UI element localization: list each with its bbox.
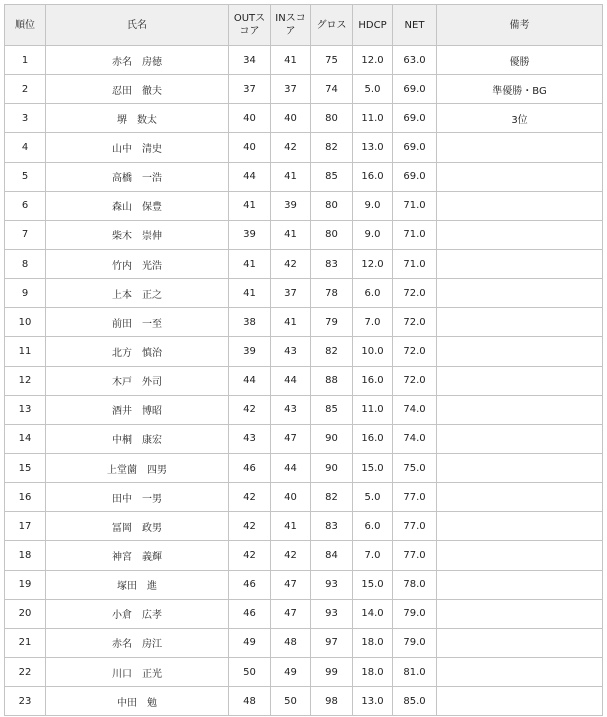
rank-cell: 15: [5, 453, 46, 482]
name-cell: 木戸 外司: [46, 366, 229, 395]
rank-cell: 23: [5, 687, 46, 716]
remarks-cell: [437, 308, 603, 337]
gross-cell: 82: [311, 483, 353, 512]
net-cell: 75.0: [393, 453, 437, 482]
header-gross: グロス: [311, 5, 353, 46]
net-cell: 69.0: [393, 162, 437, 191]
table-row: [5, 483, 603, 512]
hdcp-cell: 14.0: [353, 599, 393, 628]
rank-cell: 7: [5, 220, 46, 249]
name-cell: 神宮 義輝: [46, 541, 229, 570]
rank-cell: 4: [5, 133, 46, 162]
table-row: [5, 162, 603, 191]
remarks-cell: [437, 687, 603, 716]
net-cell: 74.0: [393, 424, 437, 453]
in-score-cell: 43: [271, 395, 311, 424]
hdcp-cell: 5.0: [353, 483, 393, 512]
hdcp-cell: 6.0: [353, 279, 393, 308]
name-cell: 上本 正之: [46, 279, 229, 308]
remarks-cell: [437, 220, 603, 249]
in-score-cell: 41: [271, 308, 311, 337]
gross-cell: 85: [311, 395, 353, 424]
in-score-cell: 42: [271, 249, 311, 278]
name-cell: 山中 清史: [46, 133, 229, 162]
rank-cell: 11: [5, 337, 46, 366]
gross-cell: 83: [311, 249, 353, 278]
name-cell: 塚田 進: [46, 570, 229, 599]
in-score-cell: 47: [271, 570, 311, 599]
rank-cell: 12: [5, 366, 46, 395]
name-cell: 北方 慎治: [46, 337, 229, 366]
header-row: [5, 5, 603, 46]
remarks-cell: [437, 512, 603, 541]
net-cell: 71.0: [393, 191, 437, 220]
remarks-cell: [437, 162, 603, 191]
gross-cell: 90: [311, 424, 353, 453]
rank-cell: 3: [5, 104, 46, 133]
out-score-cell: 42: [229, 512, 271, 541]
net-cell: 63.0: [393, 46, 437, 75]
header-hdcp: HDCP: [353, 5, 393, 46]
remarks-cell: [437, 453, 603, 482]
hdcp-cell: 5.0: [353, 75, 393, 104]
results-table: [4, 4, 603, 716]
gross-cell: 80: [311, 104, 353, 133]
gross-cell: 93: [311, 570, 353, 599]
in-score-cell: 42: [271, 541, 311, 570]
table-row: [5, 453, 603, 482]
net-cell: 72.0: [393, 308, 437, 337]
in-score-cell: 48: [271, 628, 311, 657]
table-row: [5, 599, 603, 628]
remarks-cell: 準優勝・BG: [437, 75, 603, 104]
table-row: [5, 424, 603, 453]
table-row: [5, 541, 603, 570]
out-score-cell: 38: [229, 308, 271, 337]
header-in-score: INスコア: [271, 5, 311, 46]
in-score-cell: 40: [271, 483, 311, 512]
out-score-cell: 40: [229, 133, 271, 162]
gross-cell: 85: [311, 162, 353, 191]
in-score-cell: 41: [271, 220, 311, 249]
hdcp-cell: 12.0: [353, 249, 393, 278]
out-score-cell: 40: [229, 104, 271, 133]
net-cell: 77.0: [393, 541, 437, 570]
out-score-cell: 50: [229, 657, 271, 686]
out-score-cell: 37: [229, 75, 271, 104]
rank-cell: 13: [5, 395, 46, 424]
table-row: [5, 279, 603, 308]
name-cell: 田中 一男: [46, 483, 229, 512]
net-cell: 69.0: [393, 133, 437, 162]
out-score-cell: 34: [229, 46, 271, 75]
name-cell: 酒井 博昭: [46, 395, 229, 424]
name-cell: 竹内 光浩: [46, 249, 229, 278]
gross-cell: 99: [311, 657, 353, 686]
in-score-cell: 44: [271, 366, 311, 395]
rank-cell: 18: [5, 541, 46, 570]
header-name: 氏名: [46, 5, 229, 46]
in-score-cell: 39: [271, 191, 311, 220]
remarks-cell: [437, 483, 603, 512]
hdcp-cell: 9.0: [353, 220, 393, 249]
remarks-cell: [437, 628, 603, 657]
net-cell: 77.0: [393, 512, 437, 541]
table-row: [5, 75, 603, 104]
rank-cell: 20: [5, 599, 46, 628]
hdcp-cell: 13.0: [353, 133, 393, 162]
name-cell: 川口 正光: [46, 657, 229, 686]
out-score-cell: 39: [229, 220, 271, 249]
table-row: [5, 308, 603, 337]
gross-cell: 84: [311, 541, 353, 570]
in-score-cell: 41: [271, 162, 311, 191]
gross-cell: 79: [311, 308, 353, 337]
name-cell: 高橋 一浩: [46, 162, 229, 191]
remarks-cell: [437, 541, 603, 570]
hdcp-cell: 15.0: [353, 453, 393, 482]
hdcp-cell: 16.0: [353, 424, 393, 453]
hdcp-cell: 11.0: [353, 104, 393, 133]
hdcp-cell: 6.0: [353, 512, 393, 541]
table-row: [5, 46, 603, 75]
table-row: [5, 570, 603, 599]
out-score-cell: 46: [229, 453, 271, 482]
gross-cell: 82: [311, 133, 353, 162]
out-score-cell: 41: [229, 191, 271, 220]
hdcp-cell: 18.0: [353, 628, 393, 657]
in-score-cell: 44: [271, 453, 311, 482]
remarks-cell: [437, 424, 603, 453]
name-cell: 上堂薗 四男: [46, 453, 229, 482]
rank-cell: 2: [5, 75, 46, 104]
net-cell: 81.0: [393, 657, 437, 686]
in-score-cell: 42: [271, 133, 311, 162]
rank-cell: 16: [5, 483, 46, 512]
in-score-cell: 47: [271, 599, 311, 628]
net-cell: 71.0: [393, 220, 437, 249]
out-score-cell: 42: [229, 483, 271, 512]
in-score-cell: 37: [271, 75, 311, 104]
net-cell: 71.0: [393, 249, 437, 278]
gross-cell: 74: [311, 75, 353, 104]
out-score-cell: 44: [229, 162, 271, 191]
net-cell: 74.0: [393, 395, 437, 424]
rank-cell: 21: [5, 628, 46, 657]
net-cell: 78.0: [393, 570, 437, 599]
hdcp-cell: 7.0: [353, 308, 393, 337]
rank-cell: 8: [5, 249, 46, 278]
remarks-cell: [437, 395, 603, 424]
net-cell: 72.0: [393, 337, 437, 366]
gross-cell: 88: [311, 366, 353, 395]
in-score-cell: 43: [271, 337, 311, 366]
gross-cell: 80: [311, 220, 353, 249]
remarks-cell: [437, 366, 603, 395]
out-score-cell: 48: [229, 687, 271, 716]
net-cell: 79.0: [393, 628, 437, 657]
out-score-cell: 44: [229, 366, 271, 395]
table-row: [5, 628, 603, 657]
remarks-cell: [437, 279, 603, 308]
in-score-cell: 49: [271, 657, 311, 686]
table-row: [5, 657, 603, 686]
gross-cell: 90: [311, 453, 353, 482]
name-cell: 森山 保豊: [46, 191, 229, 220]
out-score-cell: 41: [229, 249, 271, 278]
gross-cell: 98: [311, 687, 353, 716]
hdcp-cell: 11.0: [353, 395, 393, 424]
table-header: [5, 5, 603, 46]
name-cell: 赤名 房徳: [46, 46, 229, 75]
rank-cell: 17: [5, 512, 46, 541]
hdcp-cell: 16.0: [353, 162, 393, 191]
remarks-cell: 3位: [437, 104, 603, 133]
remarks-cell: 優勝: [437, 46, 603, 75]
net-cell: 79.0: [393, 599, 437, 628]
net-cell: 85.0: [393, 687, 437, 716]
remarks-cell: [437, 191, 603, 220]
header-net: NET: [393, 5, 437, 46]
remarks-cell: [437, 657, 603, 686]
hdcp-cell: 16.0: [353, 366, 393, 395]
gross-cell: 83: [311, 512, 353, 541]
table-row: [5, 104, 603, 133]
table-row: [5, 366, 603, 395]
rank-cell: 22: [5, 657, 46, 686]
gross-cell: 82: [311, 337, 353, 366]
remarks-cell: [437, 570, 603, 599]
name-cell: 忍田 徹夫: [46, 75, 229, 104]
in-score-cell: 37: [271, 279, 311, 308]
net-cell: 69.0: [393, 75, 437, 104]
rank-cell: 5: [5, 162, 46, 191]
net-cell: 69.0: [393, 104, 437, 133]
header-out-score: OUTスコア: [229, 5, 271, 46]
name-cell: 赤名 房江: [46, 628, 229, 657]
name-cell: 堺 数太: [46, 104, 229, 133]
gross-cell: 75: [311, 46, 353, 75]
remarks-cell: [437, 599, 603, 628]
rank-cell: 9: [5, 279, 46, 308]
out-score-cell: 46: [229, 599, 271, 628]
table-row: [5, 687, 603, 716]
name-cell: 中田 勉: [46, 687, 229, 716]
hdcp-cell: 13.0: [353, 687, 393, 716]
table-body: [5, 46, 603, 716]
out-score-cell: 42: [229, 541, 271, 570]
hdcp-cell: 15.0: [353, 570, 393, 599]
in-score-cell: 47: [271, 424, 311, 453]
gross-cell: 80: [311, 191, 353, 220]
remarks-cell: [437, 249, 603, 278]
remarks-cell: [437, 133, 603, 162]
in-score-cell: 40: [271, 104, 311, 133]
rank-cell: 19: [5, 570, 46, 599]
out-score-cell: 41: [229, 279, 271, 308]
hdcp-cell: 10.0: [353, 337, 393, 366]
gross-cell: 97: [311, 628, 353, 657]
hdcp-cell: 18.0: [353, 657, 393, 686]
table-row: [5, 133, 603, 162]
in-score-cell: 41: [271, 46, 311, 75]
out-score-cell: 46: [229, 570, 271, 599]
table-row: [5, 337, 603, 366]
remarks-cell: [437, 337, 603, 366]
table-row: [5, 395, 603, 424]
name-cell: 冨岡 政男: [46, 512, 229, 541]
name-cell: 柴木 崇伸: [46, 220, 229, 249]
name-cell: 小倉 広孝: [46, 599, 229, 628]
net-cell: 77.0: [393, 483, 437, 512]
hdcp-cell: 7.0: [353, 541, 393, 570]
net-cell: 72.0: [393, 279, 437, 308]
hdcp-cell: 12.0: [353, 46, 393, 75]
out-score-cell: 42: [229, 395, 271, 424]
table-row: [5, 220, 603, 249]
name-cell: 中桐 康宏: [46, 424, 229, 453]
in-score-cell: 50: [271, 687, 311, 716]
header-remarks: 備考: [437, 5, 603, 46]
rank-cell: 1: [5, 46, 46, 75]
header-rank: 順位: [5, 5, 46, 46]
net-cell: 72.0: [393, 366, 437, 395]
table-row: [5, 191, 603, 220]
out-score-cell: 39: [229, 337, 271, 366]
table-row: [5, 249, 603, 278]
in-score-cell: 41: [271, 512, 311, 541]
out-score-cell: 49: [229, 628, 271, 657]
out-score-cell: 43: [229, 424, 271, 453]
rank-cell: 14: [5, 424, 46, 453]
gross-cell: 93: [311, 599, 353, 628]
table-row: [5, 512, 603, 541]
name-cell: 前田 一至: [46, 308, 229, 337]
rank-cell: 10: [5, 308, 46, 337]
hdcp-cell: 9.0: [353, 191, 393, 220]
gross-cell: 78: [311, 279, 353, 308]
rank-cell: 6: [5, 191, 46, 220]
